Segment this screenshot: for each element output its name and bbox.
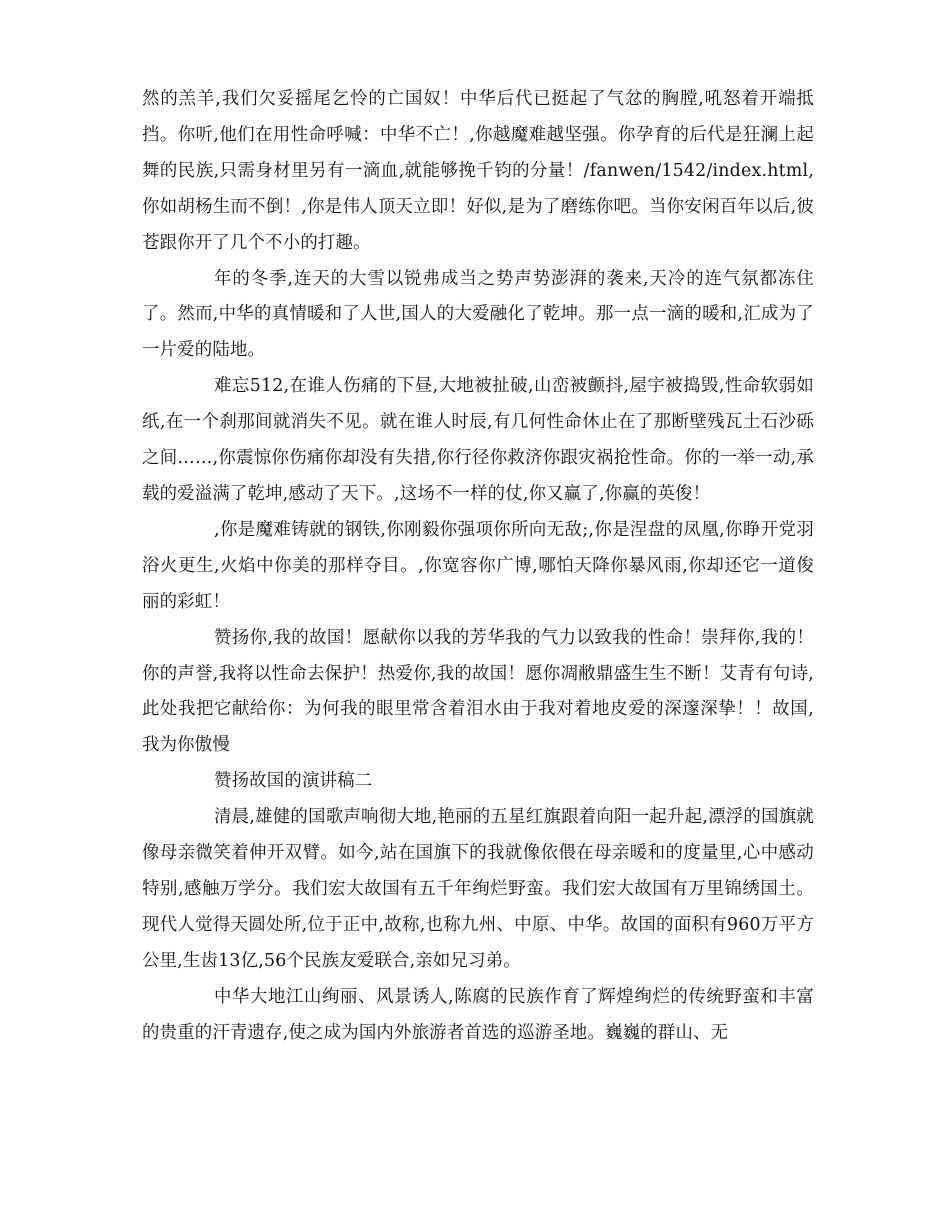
paragraph-continuation: 然的羔羊,我们欠妥摇尾乞怜的亡国奴！中华后代已挺起了气忿的胸膛,吼怒着开端抵挡。你听,他们在用性命呼喊：中华不亡！,你越魔难越坚强。你孕育的后代是狂澜上起舞的民族,只需身材里另有一滴血,就能够挽千钧的分量！/fanwen/1542/index.html,你如胡杨生而不倒！,你是伟人顶天立即！好似,是为了磨练你吧。当你安闲百年以后,彼苍跟你开了几个不小的打趣。 (142, 89, 814, 253)
paragraph-winter-snow: 年的冬季,连天的大雪以锐弗成当之势声势澎湃的袭来,天冷的连气氛都冻住了。然而,中华的真情暖和了人世,国人的大爱融化了乾坤。那一点一滴的暖和,汇成为了一片爱的陆地。 (142, 268, 814, 361)
paragraph-praise-motherland: 赞扬你,我的故国！愿献你以我的芳华我的气力以致我的性命！崇拜你,我的！你的声誉,我将以性命去保护！热爱你,我的故国！愿你凋敝鼎盛生生不断！艾青有句诗,此处我把它献给你：为何我的眼里常含着泪水由于我对着地皮爱的深邃深挚！！故国,我为你傲慢 (142, 627, 814, 756)
paragraph-512-earthquake: 难忘512,在谁人伤痛的下昼,大地被扯破,山峦被颤抖,屋宇被捣毁,性命软弱如纸,在一个刹那间就消失不见。就在谁人时辰,有几何性命休止在了那断壁残瓦土石沙砾之间……,你震惊你伤痛你却没有失措,你行径你救济你跟灾祸抢性命。你的一举一动,承载的爱溢满了乾坤,感动了天下。,这场不一样的仗,你又赢了,你赢的英俊！ (142, 376, 814, 504)
paragraph-national-anthem: 清晨,雄健的国歌声响彻大地,艳丽的五星红旗跟着向阳一起升起,漂浮的国旗就像母亲微笑着伸开双臂。如今,站在国旗下的我就像依偎在母亲暖和的度量里,心中感动特别,感触万学分。我们宏大故国有五千年绚烂野蛮。我们宏大故国有万里锦绣国土。现代人觉得天圆处所,位于正中,故称,也称九州、中原、中华。故国的面积有960万平方公里,生齿13亿,56个民族友爱联合,亲如兄习弟。 (142, 807, 814, 971)
paragraph-steel-phoenix: ,你是魔难铸就的钢铁,你刚毅你强项你所向无敌;,你是涅盘的凤凰,你睁开党羽浴火更生,火焰中你美的那样夺目。,你宽容你广博,哪怕天降你暴风雨,你却还它一道俊丽的彩虹！ (142, 519, 814, 612)
document-body (142, 82, 814, 1051)
section-heading: 赞扬故国的演讲稿二 (214, 771, 373, 792)
paragraph-scenery: 中华大地江山绚丽、风景诱人,陈腐的民族作育了辉煌绚烂的传统野蛮和丰富的贵重的汗青遗存,使之成为国内外旅游者首选的巡游圣地。巍巍的群山、无 (142, 986, 814, 1043)
